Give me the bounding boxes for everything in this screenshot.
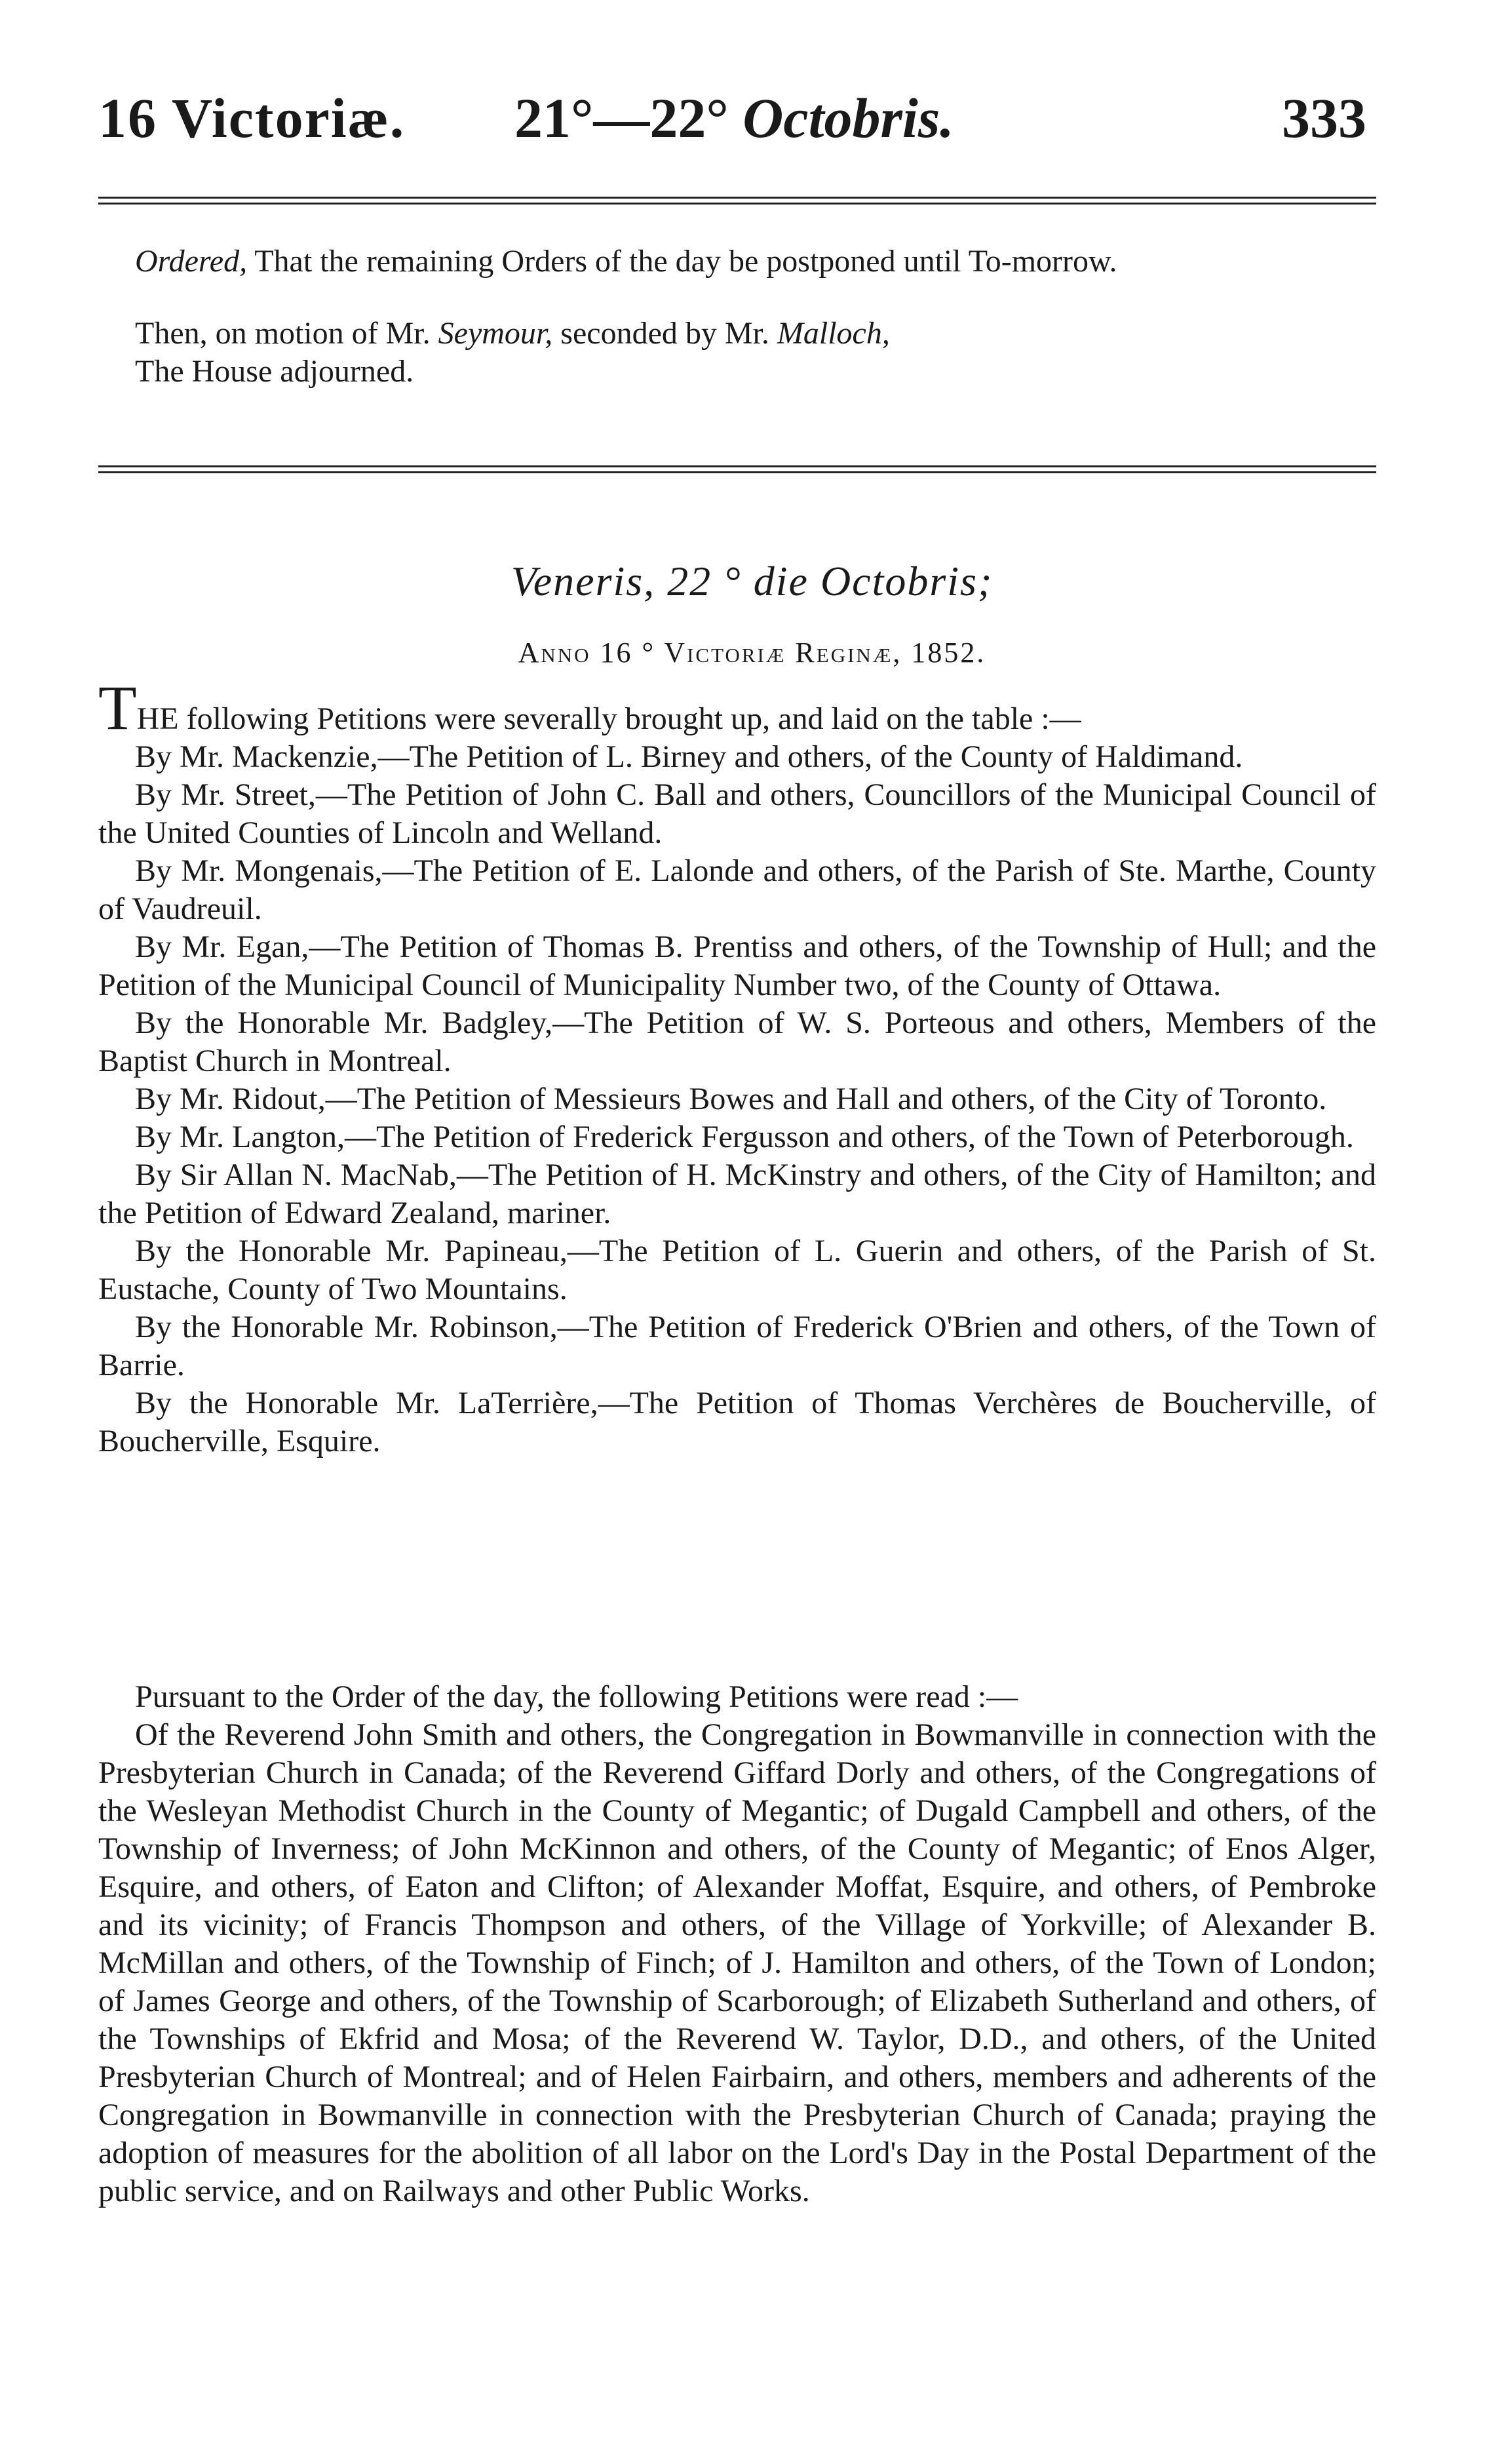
regnal-year-line: Anno 16 ° Victoriæ Reginæ, 1852. — [518, 636, 986, 669]
intro-text: HE following Petitions were severally brought up, and laid on the table :— — [136, 701, 1081, 736]
sitting-date-title: Veneris, 22 ° die Octobris; — [511, 558, 993, 604]
ordered-lead: Ordered, — [135, 244, 248, 279]
motion-text-a: Then, on motion of Mr. — [135, 316, 431, 351]
petition-item: By Mr. Langton,—The Petition of Frederick Fergusson and others, of the Town of Peterborough. — [135, 1120, 1354, 1154]
pursuant-intro: Pursuant to the Order of the day, the following Petitions were read :— — [135, 1679, 1018, 1714]
header-regnal-year: 16 Victoriæ. — [98, 87, 406, 149]
ordered-text: That the remaining Orders of the day be postponed until To-morrow. — [254, 244, 1117, 279]
petition-item: By the Honorable Mr. Badgley,—The Petition of W. S. Porteous and others, Members of the Baptist Church in Montreal. — [98, 1006, 1376, 1078]
petition-item: By the Honorable Mr. Robinson,—The Petition of Frederick O'Brien and others, of the Town of Barrie. — [98, 1310, 1376, 1382]
header-month: Octobris. — [742, 87, 954, 149]
motion-mover: Seymour, — [438, 316, 553, 351]
header-dates — [514, 85, 954, 151]
petitions-presented — [98, 673, 1376, 1460]
ordered-paragraph — [98, 243, 1376, 281]
petitions-read — [98, 1678, 1376, 2210]
petitions-intro — [98, 673, 1376, 743]
petition-item: By the Honorable Mr. Papineau,—The Petition of L. Guerin and others, of the Parish of St. Eustache, County of Two Mountains. — [98, 1234, 1376, 1306]
pursuant-body: Of the Reverend John Smith and others, the Congregation in Bowmanville in connection with the Presbyterian Church in Canada; of the Reverend Giffard Dorly and others, of the Congregations of the Wesleyan Methodist Church in the County of Megantic; of Dugald Campbell and others, of the Township of Inverness; of John McKinnon and others, of the County of Megantic; of Enos Alger, Esquire, and others, of Eaton and Clifton; of Alexander Moffat, Esquire, and others, of Pembroke and its vicinity; of Francis Thompson and others, of the Village of Yorkville; of Alexander B. McMillan and others, of the Township of Finch; of J. Hamilton and others, of the Town of London; of James George and others, of the Township of Scarborough; of Elizabeth Sutherland and others, of the Townships of Ekfrid and Mosa; of the Reverend W. Taylor, D.D., and others, of the United Presbyterian Church of Montreal; and of Helen Fairbairn, and others, members and adherents of the Congregation in Bowmanville in connection with the Presbyterian Church of Canada; praying the adoption of measures for the abolition of all labor on the Lord's Day in the Postal Department of the public service, and on Railways and other Public Works. — [98, 1717, 1376, 2208]
motion-seconder: Malloch, — [777, 316, 890, 351]
petition-item: By Mr. Ridout,—The Petition of Messieurs Bowes and Hall and others, of the City of Toronto. — [135, 1082, 1327, 1116]
petition-item: By Sir Allan N. MacNab,—The Petition of H. McKinstry and others, of the City of Hamilton; and the Petition of Edward Zealand, mariner. — [98, 1158, 1376, 1230]
page-number: 333 — [1282, 87, 1366, 149]
section-divider — [98, 465, 1376, 473]
drop-cap: T — [98, 673, 137, 743]
petition-item: By the Honorable Mr. LaTerrière,—The Petition of Thomas Verchères de Boucherville, of Boucherville, Esquire. — [98, 1386, 1376, 1458]
petition-item: By Mr. Mackenzie,—The Petition of L. Birney and others, of the County of Haldimand. — [135, 739, 1243, 774]
adjourned-line: The House adjourned. — [135, 354, 414, 389]
motion-text-c: seconded by Mr. — [560, 316, 769, 351]
header-day-range: 21°—22° — [514, 87, 729, 149]
motion-paragraph — [98, 315, 1376, 391]
petition-item: By Mr. Egan,—The Petition of Thomas B. Prentiss and others, of the Township of Hull; and the Petition of the Municipal Council of Municipality Number two, of the County of Ottawa. — [98, 929, 1376, 1002]
petition-item: By Mr. Street,—The Petition of John C. Ball and others, Councillors of the Municipal Council of the United Counties of Lincoln and Welland. — [98, 777, 1376, 850]
petition-item: By Mr. Mongenais,—The Petition of E. Lalonde and others, of the Parish of Ste. Marthe, County of Vaudreuil. — [98, 853, 1376, 926]
running-header — [98, 85, 1366, 157]
header-divider — [98, 197, 1376, 205]
